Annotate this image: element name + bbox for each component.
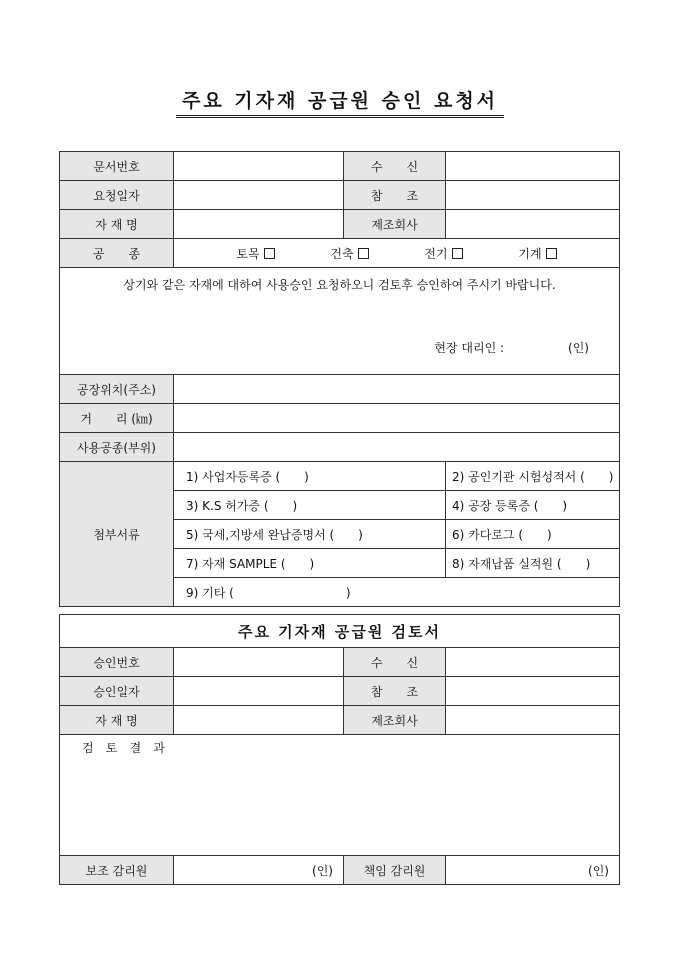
approval-date-field[interactable] [174, 677, 344, 706]
usage-field[interactable] [174, 433, 620, 462]
attachment-item: 7) 자재 SAMPLE ( ) [174, 549, 446, 578]
table-row [60, 239, 620, 268]
attachment-other-close: ) [345, 585, 351, 600]
doc-no-field[interactable] [174, 152, 344, 181]
review-reference-field[interactable] [446, 677, 620, 706]
table-row [60, 856, 620, 885]
notice-cell [60, 268, 620, 375]
review-result-cell[interactable] [60, 735, 620, 856]
checkbox-icon[interactable] [452, 248, 463, 259]
distance-label: 거 리 (㎞) [60, 404, 174, 433]
table-row [60, 433, 620, 462]
manufacturer-field[interactable] [446, 210, 620, 239]
attachment-item: 5) 국세,지방세 완납증명서 ( ) [174, 520, 446, 549]
attachment-item-other [174, 578, 620, 607]
review-material-name-label: 자 재 명 [60, 706, 174, 735]
review-title: 주요 기자재 공급원 검토서 [60, 615, 620, 648]
review-material-name-field[interactable] [174, 706, 344, 735]
review-manufacturer-label: 제조회사 [344, 706, 446, 735]
request-date-label: 요청일자 [60, 181, 174, 210]
recipient-field[interactable] [446, 152, 620, 181]
doc-no-label: 문서번호 [60, 152, 174, 181]
attachment-item: 2) 공인기관 시험성적서 ( ) [446, 462, 620, 491]
table-row [60, 210, 620, 239]
attachment-item: 1) 사업자등록증 ( ) [174, 462, 446, 491]
review-recipient-label: 수 신 [344, 648, 446, 677]
manufacturer-label: 제조회사 [344, 210, 446, 239]
work-type-option-electrical[interactable]: 전기 [424, 245, 462, 262]
usage-label: 사용공종(부위) [60, 433, 174, 462]
table-row [60, 375, 620, 404]
attachment-item: 4) 공장 등록증 ( ) [446, 491, 620, 520]
table-row [60, 677, 620, 706]
chief-supervisor-label: 책임 감리원 [344, 856, 446, 885]
distance-field[interactable] [174, 404, 620, 433]
material-name-label: 자 재 명 [60, 210, 174, 239]
table-row [60, 181, 620, 210]
material-name-field[interactable] [174, 210, 344, 239]
reference-label: 참 조 [344, 181, 446, 210]
attachment-item: 8) 자재납품 실적원 ( ) [446, 549, 620, 578]
table-row [60, 268, 620, 375]
assistant-supervisor-label: 보조 감리원 [60, 856, 174, 885]
table-row [60, 615, 620, 648]
table-row [60, 462, 620, 491]
review-reference-label: 참 조 [344, 677, 446, 706]
attachment-item: 3) K.S 허가증 ( ) [174, 491, 446, 520]
work-type-option-architecture[interactable]: 건축 [330, 245, 368, 262]
review-recipient-field[interactable] [446, 648, 620, 677]
attachments-label: 첨부서류 [60, 462, 174, 607]
request-notice: 상기와 같은 자재에 대하여 사용승인 요청하오니 검토후 승인하여 주시기 바랍니다. [123, 278, 556, 292]
review-manufacturer-field[interactable] [446, 706, 620, 735]
attachment-item: 6) 카다로그 ( ) [446, 520, 620, 549]
review-result-label: 검 토 결 과 [82, 741, 170, 755]
approval-no-label: 승인번호 [60, 648, 174, 677]
site-agent-label: 현장 대리인 : [434, 341, 505, 355]
factory-location-label: 공장위치(주소) [60, 375, 174, 404]
checkbox-icon[interactable] [358, 248, 369, 259]
factory-location-field[interactable] [174, 375, 620, 404]
checkbox-icon[interactable] [546, 248, 557, 259]
seal-mark: (인) [568, 341, 589, 355]
document-title: 주요 기자재 공급원 승인 요청서 [176, 86, 504, 118]
approval-date-label: 승인일자 [60, 677, 174, 706]
table-row [60, 404, 620, 433]
table-row [60, 706, 620, 735]
work-type-options [174, 239, 620, 268]
work-type-label: 공 종 [60, 239, 174, 268]
assistant-supervisor-seal[interactable]: (인) [174, 856, 344, 885]
approval-no-field[interactable] [174, 648, 344, 677]
work-type-option-civil[interactable]: 토목 [236, 245, 274, 262]
checkbox-icon[interactable] [264, 248, 275, 259]
review-form-table [59, 614, 620, 885]
signature-line [70, 339, 609, 356]
table-row [60, 735, 620, 856]
work-type-option-mechanical[interactable]: 기계 [518, 245, 556, 262]
chief-supervisor-seal[interactable]: (인) [446, 856, 620, 885]
request-date-field[interactable] [174, 181, 344, 210]
recipient-label: 수 신 [344, 152, 446, 181]
request-form-table [59, 151, 620, 607]
attachment-other-label: 9) 기타 ( [186, 585, 234, 600]
table-row [60, 152, 620, 181]
reference-field[interactable] [446, 181, 620, 210]
document-title-wrap [0, 86, 680, 118]
table-row [60, 648, 620, 677]
